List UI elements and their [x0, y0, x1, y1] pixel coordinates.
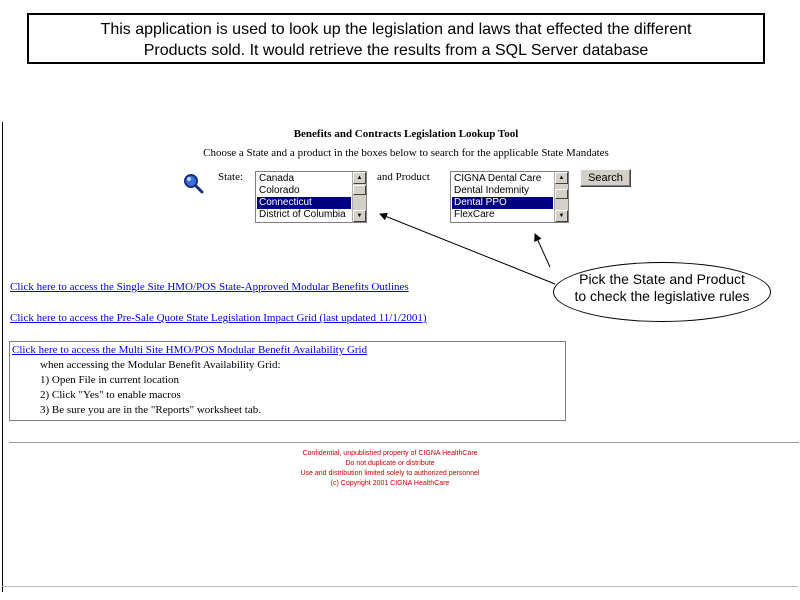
callout-line-1: Pick the State and Product — [579, 271, 745, 287]
search-button[interactable]: Search — [580, 169, 631, 187]
callout-ellipse — [553, 262, 771, 322]
footer-line-2: Do not duplicate or distribute — [345, 460, 435, 467]
state-option-selected[interactable]: Connecticut — [257, 197, 351, 209]
pre-sale-grid-link[interactable]: Click here to access the Pre-Sale Quote State Legislation Impact Grid (last updated 11/1/2001) — [10, 312, 427, 324]
product-option[interactable]: FlexCare — [454, 209, 495, 220]
footer-line-1: Confidential, unpublished property of CIGNA HealthCare — [302, 450, 478, 457]
product-option-selected[interactable]: Dental PPO — [452, 197, 553, 209]
state-label: State: — [218, 171, 244, 183]
state-option[interactable]: Canada — [259, 173, 295, 184]
grid-instruction-line: 1) Open File in current location — [40, 374, 179, 386]
scroll-down-arrow-icon[interactable]: ▼ — [353, 210, 366, 222]
grid-instruction-line: when accessing the Modular Benefit Availability Grid: — [40, 359, 281, 371]
single-site-link[interactable]: Click here to access the Single Site HMO/POS State-Approved Modular Benefits Outlines — [10, 281, 409, 293]
grid-instructions-box — [9, 341, 566, 421]
arrow-to-product — [535, 234, 550, 267]
instructions-text: Choose a State and a product in the boxes below to search for the applicable State Mandates — [203, 147, 609, 159]
caption-line-1: This application is used to look up the legislation and laws that effected the different — [100, 21, 692, 38]
state-option[interactable]: District of Columbia — [259, 209, 346, 220]
product-label: and Product — [377, 171, 430, 183]
footer-line-4: (c) Copyright 2001 CIGNA HealthCare — [330, 480, 450, 487]
product-option[interactable]: Dental Indemnity — [454, 185, 530, 196]
multi-site-grid-link[interactable]: Click here to access the Multi Site HMO/POS Modular Benefit Availability Grid — [12, 344, 368, 356]
grid-instruction-line: 3) Be sure you are in the "Reports" worksheet tab. — [40, 404, 261, 416]
grid-instruction-line: 2) Click "Yes" to enable macros — [40, 389, 181, 401]
divider — [9, 442, 799, 443]
state-option[interactable]: Colorado — [259, 185, 300, 196]
footer-line-3: Use and distribution limited solely to authorized personnel — [300, 470, 480, 477]
scroll-up-arrow-icon[interactable]: ▲ — [555, 172, 568, 184]
callout-line-2: to check the legislative rules — [574, 288, 750, 304]
scroll-down-arrow-icon[interactable]: ▼ — [555, 210, 568, 222]
page-title: Benefits and Contracts Legislation Lookup Tool — [293, 128, 519, 140]
confidentiality-footer — [0, 449, 780, 489]
arrow-to-state — [380, 214, 555, 284]
scroll-up-arrow-icon[interactable]: ▲ — [353, 172, 366, 184]
product-option[interactable]: CIGNA Dental Care — [454, 173, 542, 184]
caption-line-2: Products sold. It would retrieve the results from a SQL Server database — [143, 42, 649, 59]
